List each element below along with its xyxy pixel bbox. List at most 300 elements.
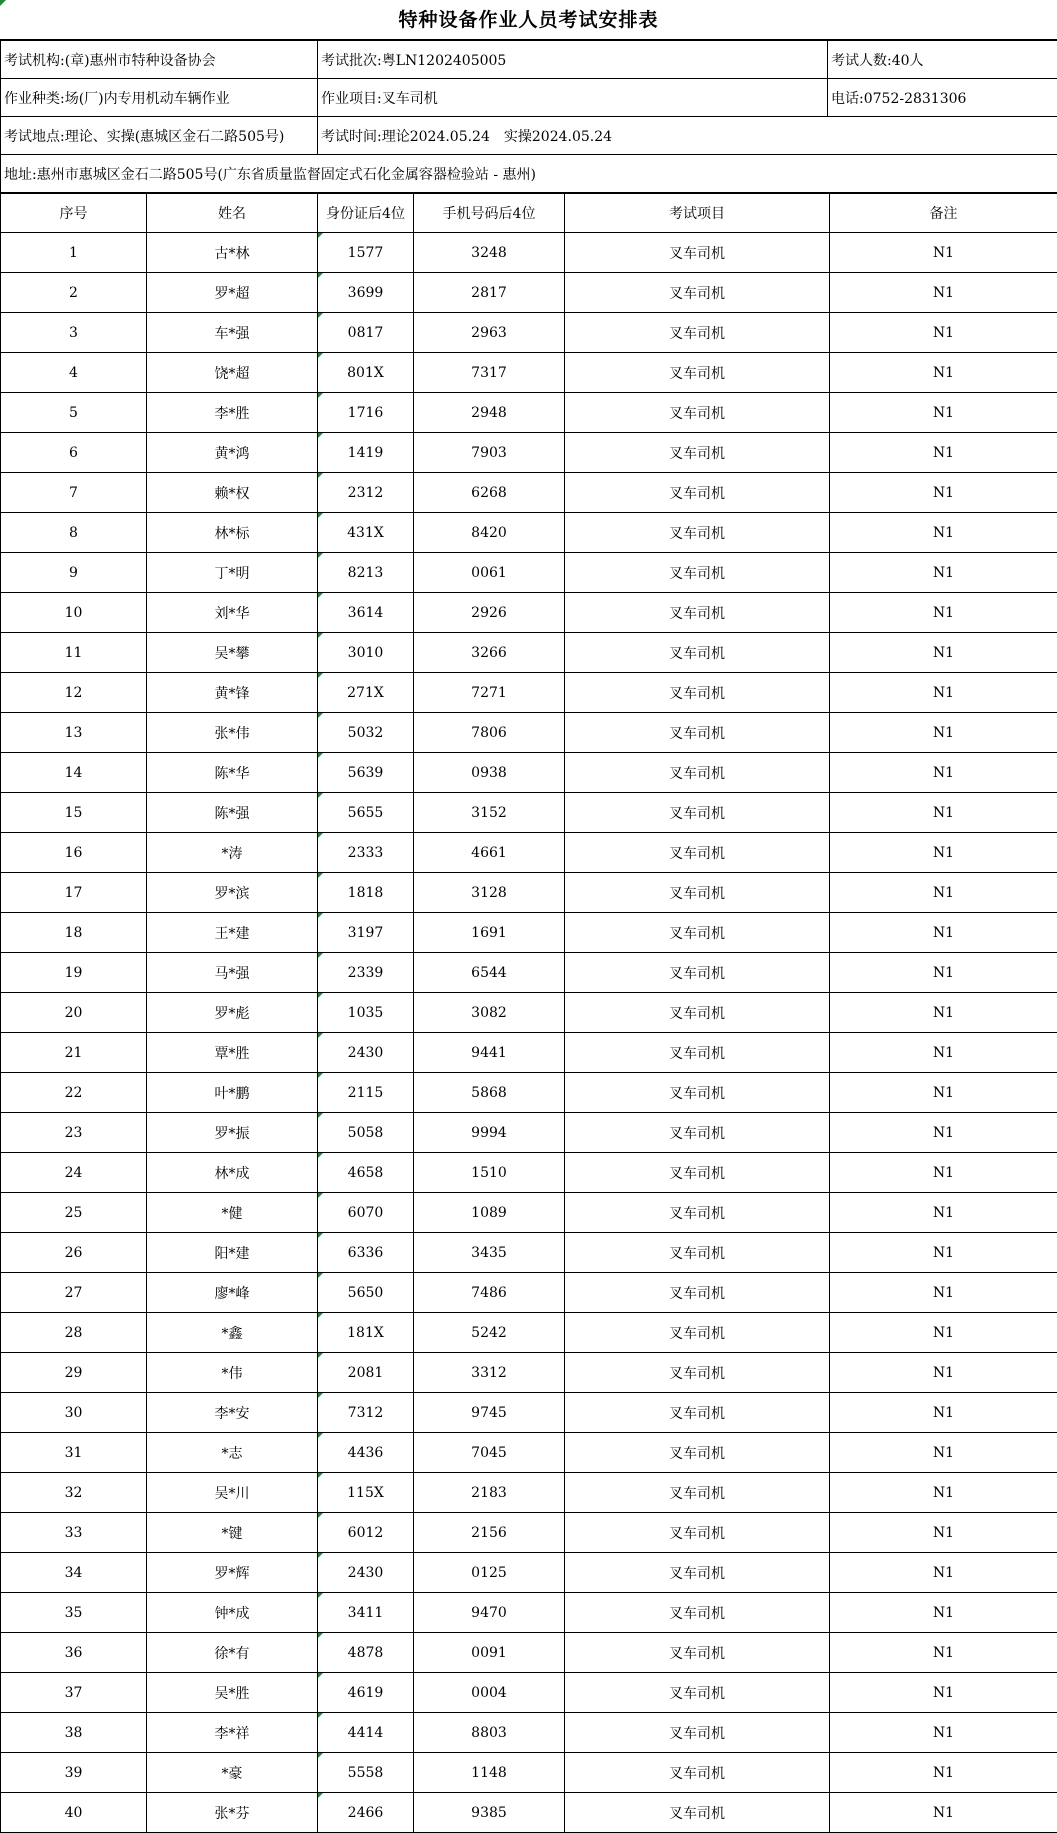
table-row [1,1553,1057,1593]
exam-item: 叉车司机 [565,873,830,913]
row-index: 17 [1,873,147,913]
row-index: 10 [1,593,147,633]
exam-item: 叉车司机 [565,1313,830,1353]
exam-item: 叉车司机 [565,1673,830,1713]
table-row [1,473,1057,513]
candidate-name: 赖*权 [147,473,318,513]
id-last4: 8213 [318,553,414,593]
remark: N1 [830,1113,1057,1153]
remark: N1 [830,913,1057,953]
table-row [1,1713,1057,1753]
phone-last4: 7271 [414,673,565,713]
phone-last4: 5868 [414,1073,565,1113]
remark: N1 [830,793,1057,833]
id-last4: 2312 [318,473,414,513]
exam-item: 叉车司机 [565,833,830,873]
id-last4: 7312 [318,1393,414,1433]
row-index: 19 [1,953,147,993]
exam-item: 叉车司机 [565,1033,830,1073]
candidate-name: 吴*胜 [147,1673,318,1713]
remark: N1 [830,1273,1057,1313]
candidate-name: 罗*滨 [147,873,318,913]
exam-time: 考试时间:理论2024.05.24 实操2024.05.24 [318,117,1057,155]
candidate-name: 叶*鹏 [147,1073,318,1113]
exam-item: 叉车司机 [565,1553,830,1593]
exam-item: 叉车司机 [565,1113,830,1153]
candidate-name: 陈*华 [147,753,318,793]
row-index: 12 [1,673,147,713]
id-last4: 1035 [318,993,414,1033]
column-header-exam-item: 考试项目 [565,194,830,233]
table-row [1,1433,1057,1473]
remark: N1 [830,953,1057,993]
id-last4: 3614 [318,593,414,633]
exam-address: 地址:惠州市惠城区金石二路505号(广东省质量监督固定式石化金属容器检验站 - 惠州) [1,155,1057,193]
table-row [1,633,1057,673]
row-index: 15 [1,793,147,833]
table-row [1,1313,1057,1353]
exam-item: 叉车司机 [565,1793,830,1833]
phone-last4: 9745 [414,1393,565,1433]
id-last4: 271X [318,673,414,713]
phone-last4: 7806 [414,713,565,753]
exam-item: 叉车司机 [565,1393,830,1433]
remark: N1 [830,1673,1057,1713]
id-last4: 3699 [318,273,414,313]
phone-last4: 8420 [414,513,565,553]
id-last4: 5655 [318,793,414,833]
candidate-name: 林*标 [147,513,318,553]
row-index: 33 [1,1513,147,1553]
id-last4: 5558 [318,1753,414,1793]
row-index: 20 [1,993,147,1033]
table-row [1,1113,1057,1153]
remark: N1 [830,1313,1057,1353]
row-index: 39 [1,1753,147,1793]
phone-last4: 1510 [414,1153,565,1193]
remark: N1 [830,1393,1057,1433]
info-row [1,79,1057,117]
exam-item: 叉车司机 [565,953,830,993]
info-row [1,117,1057,155]
exam-item: 叉车司机 [565,513,830,553]
exam-item: 叉车司机 [565,313,830,353]
table-row [1,953,1057,993]
remark: N1 [830,1593,1057,1633]
candidate-name: *鑫 [147,1313,318,1353]
id-last4: 4619 [318,1673,414,1713]
table-row [1,1353,1057,1393]
id-last4: 115X [318,1473,414,1513]
column-header-name: 姓名 [147,194,318,233]
candidate-name: 徐*有 [147,1633,318,1673]
row-index: 1 [1,233,147,273]
table-row [1,1473,1057,1513]
remark: N1 [830,473,1057,513]
phone-last4: 0061 [414,553,565,593]
remark: N1 [830,273,1057,313]
remark: N1 [830,513,1057,553]
id-last4: 2115 [318,1073,414,1113]
remark: N1 [830,1753,1057,1793]
id-last4: 4878 [318,1633,414,1673]
id-last4: 5650 [318,1273,414,1313]
id-last4: 1577 [318,233,414,273]
table-row [1,233,1057,273]
phone-last4: 2963 [414,313,565,353]
row-index: 8 [1,513,147,553]
remark: N1 [830,753,1057,793]
remark: N1 [830,1553,1057,1593]
phone-last4: 3435 [414,1233,565,1273]
table-row [1,393,1057,433]
table-header-row [1,194,1057,233]
id-last4: 6070 [318,1193,414,1233]
phone-last4: 3128 [414,873,565,913]
remark: N1 [830,233,1057,273]
exam-item: 叉车司机 [565,1153,830,1193]
table-row [1,433,1057,473]
work-item: 作业项目:叉车司机 [318,79,828,117]
column-header-phone-last4: 手机号码后4位 [414,194,565,233]
row-index: 2 [1,273,147,313]
row-index: 27 [1,1273,147,1313]
row-index: 7 [1,473,147,513]
candidate-name: 饶*超 [147,353,318,393]
id-last4: 2339 [318,953,414,993]
row-index: 38 [1,1713,147,1753]
candidate-name: 吴*川 [147,1473,318,1513]
exam-item: 叉车司机 [565,1593,830,1633]
remark: N1 [830,1473,1057,1513]
row-index: 3 [1,313,147,353]
id-last4: 5058 [318,1113,414,1153]
exam-org: 考试机构:(章)惠州市特种设备协会 [1,41,318,79]
remark: N1 [830,873,1057,913]
table-row [1,1393,1057,1433]
id-last4: 2081 [318,1353,414,1393]
candidate-name: 张*伟 [147,713,318,753]
candidate-name: 张*芬 [147,1793,318,1833]
row-index: 35 [1,1593,147,1633]
row-index: 28 [1,1313,147,1353]
candidate-name: 马*强 [147,953,318,993]
phone-last4: 6268 [414,473,565,513]
row-index: 4 [1,353,147,393]
exam-item: 叉车司机 [565,593,830,633]
table-row [1,513,1057,553]
table-row [1,273,1057,313]
phone-last4: 0938 [414,753,565,793]
candidate-name: 吴*攀 [147,633,318,673]
table-row [1,1273,1057,1313]
row-index: 32 [1,1473,147,1513]
phone-last4: 5242 [414,1313,565,1353]
phone-last4: 8803 [414,1713,565,1753]
remark: N1 [830,833,1057,873]
remark: N1 [830,1033,1057,1073]
phone-last4: 3312 [414,1353,565,1393]
candidate-name: 王*建 [147,913,318,953]
exam-item: 叉车司机 [565,473,830,513]
table-row [1,673,1057,713]
id-last4: 3197 [318,913,414,953]
row-index: 31 [1,1433,147,1473]
id-last4: 0817 [318,313,414,353]
remark: N1 [830,313,1057,353]
remark: N1 [830,993,1057,1033]
id-last4: 2430 [318,1033,414,1073]
candidate-name: 车*强 [147,313,318,353]
table-row [1,1233,1057,1273]
page-title: 特种设备作业人员考试安排表 [0,0,1057,40]
id-last4: 2466 [318,1793,414,1833]
exam-item: 叉车司机 [565,553,830,593]
row-index: 24 [1,1153,147,1193]
table-row [1,833,1057,873]
id-last4: 4436 [318,1433,414,1473]
phone-last4: 7045 [414,1433,565,1473]
id-last4: 431X [318,513,414,553]
table-row [1,713,1057,753]
phone-last4: 3152 [414,793,565,833]
phone-last4: 1148 [414,1753,565,1793]
candidate-name: 罗*彪 [147,993,318,1033]
exam-item: 叉车司机 [565,1713,830,1753]
table-row [1,593,1057,633]
candidate-name: 黄*鸿 [147,433,318,473]
row-index: 11 [1,633,147,673]
remark: N1 [830,1153,1057,1193]
row-index: 37 [1,1673,147,1713]
candidate-name: 罗*振 [147,1113,318,1153]
phone-last4: 9385 [414,1793,565,1833]
remark: N1 [830,393,1057,433]
candidate-name: *志 [147,1433,318,1473]
table-row [1,793,1057,833]
exam-item: 叉车司机 [565,1233,830,1273]
candidate-name: 黄*锋 [147,673,318,713]
table-row [1,1513,1057,1553]
remark: N1 [830,713,1057,753]
candidate-name: 林*成 [147,1153,318,1193]
phone-last4: 0125 [414,1553,565,1593]
id-last4: 801X [318,353,414,393]
phone-last4: 4661 [414,833,565,873]
exam-item: 叉车司机 [565,913,830,953]
candidate-name: *涛 [147,833,318,873]
row-index: 13 [1,713,147,753]
candidate-name: 刘*华 [147,593,318,633]
id-last4: 6012 [318,1513,414,1553]
table-row [1,353,1057,393]
exam-item: 叉车司机 [565,753,830,793]
remark: N1 [830,1353,1057,1393]
row-index: 25 [1,1193,147,1233]
exam-item: 叉车司机 [565,673,830,713]
candidate-name: 李*安 [147,1393,318,1433]
info-row [1,155,1057,193]
row-index: 34 [1,1553,147,1593]
exam-item: 叉车司机 [565,1353,830,1393]
exam-item: 叉车司机 [565,793,830,833]
exam-item: 叉车司机 [565,273,830,313]
exam-batch: 考试批次:粤LN1202405005 [318,41,828,79]
table-row [1,313,1057,353]
exam-item: 叉车司机 [565,393,830,433]
candidate-name: *健 [147,1193,318,1233]
row-index: 5 [1,393,147,433]
phone-last4: 2948 [414,393,565,433]
table-row [1,1593,1057,1633]
exam-count: 考试人数:40人 [828,41,1057,79]
exam-item: 叉车司机 [565,633,830,673]
phone-last4: 3082 [414,993,565,1033]
table-row [1,1753,1057,1793]
phone-last4: 7486 [414,1273,565,1313]
table-row [1,993,1057,1033]
id-last4: 3411 [318,1593,414,1633]
row-index: 21 [1,1033,147,1073]
candidate-rows [1,233,1057,1833]
exam-item: 叉车司机 [565,1193,830,1233]
id-last4: 2430 [318,1553,414,1593]
exam-item: 叉车司机 [565,233,830,273]
phone-last4: 2817 [414,273,565,313]
candidate-name: 阳*建 [147,1233,318,1273]
table-row [1,1073,1057,1113]
exam-item: 叉车司机 [565,1753,830,1793]
id-last4: 181X [318,1313,414,1353]
exam-item: 叉车司机 [565,993,830,1033]
candidate-name: *伟 [147,1353,318,1393]
work-category: 作业种类:场(厂)内专用机动车辆作业 [1,79,318,117]
table-row [1,753,1057,793]
phone-last4: 3266 [414,633,565,673]
exam-item: 叉车司机 [565,713,830,753]
row-index: 22 [1,1073,147,1113]
phone-last4: 2156 [414,1513,565,1553]
table-row [1,1153,1057,1193]
remark: N1 [830,553,1057,593]
candidate-name: 廖*峰 [147,1273,318,1313]
id-last4: 2333 [318,833,414,873]
candidate-name: 陈*强 [147,793,318,833]
exam-item: 叉车司机 [565,1633,830,1673]
phone-last4: 1089 [414,1193,565,1233]
candidate-name: *豪 [147,1753,318,1793]
id-last4: 4414 [318,1713,414,1753]
phone-last4: 3248 [414,233,565,273]
id-last4: 4658 [318,1153,414,1193]
remark: N1 [830,433,1057,473]
candidate-name: 丁*明 [147,553,318,593]
phone-last4: 9441 [414,1033,565,1073]
row-index: 6 [1,433,147,473]
id-last4: 1716 [318,393,414,433]
row-index: 23 [1,1113,147,1153]
remark: N1 [830,1433,1057,1473]
phone-last4: 0091 [414,1633,565,1673]
phone-last4: 6544 [414,953,565,993]
row-index: 16 [1,833,147,873]
exam-item: 叉车司机 [565,1073,830,1113]
remark: N1 [830,633,1057,673]
remark: N1 [830,1793,1057,1833]
exam-item: 叉车司机 [565,1433,830,1473]
id-last4: 1419 [318,433,414,473]
remark: N1 [830,1513,1057,1553]
remark: N1 [830,1233,1057,1273]
remark: N1 [830,1073,1057,1113]
exam-item: 叉车司机 [565,433,830,473]
info-row [1,41,1057,79]
id-last4: 1818 [318,873,414,913]
remark: N1 [830,593,1057,633]
remark: N1 [830,1633,1057,1673]
id-last4: 3010 [318,633,414,673]
row-index: 18 [1,913,147,953]
table-row [1,1193,1057,1233]
candidate-name: 罗*辉 [147,1553,318,1593]
exam-location: 考试地点:理论、实操(惠城区金石二路505号) [1,117,318,155]
table-row [1,1673,1057,1713]
contact-phone: 电话:0752-2831306 [828,79,1057,117]
remark: N1 [830,353,1057,393]
table-row [1,1633,1057,1673]
row-index: 26 [1,1233,147,1273]
table-row [1,1033,1057,1073]
column-header-remark: 备注 [830,194,1057,233]
remark: N1 [830,673,1057,713]
candidate-name: 李*胜 [147,393,318,433]
row-index: 14 [1,753,147,793]
row-index: 30 [1,1393,147,1433]
exam-item: 叉车司机 [565,1273,830,1313]
remark: N1 [830,1193,1057,1233]
phone-last4: 9994 [414,1113,565,1153]
candidate-name: 古*林 [147,233,318,273]
info-table [0,40,1057,193]
candidate-name: 钟*成 [147,1593,318,1633]
row-index: 29 [1,1353,147,1393]
table-row [1,873,1057,913]
exam-item: 叉车司机 [565,1473,830,1513]
row-index: 36 [1,1633,147,1673]
candidate-name: 覃*胜 [147,1033,318,1073]
row-index: 40 [1,1793,147,1833]
column-header-index: 序号 [1,194,147,233]
column-header-id-last4: 身份证后4位 [318,194,414,233]
candidate-table [0,193,1057,1833]
phone-last4: 2183 [414,1473,565,1513]
cell-corner-marker [0,0,6,6]
remark: N1 [830,1713,1057,1753]
candidate-name: *键 [147,1513,318,1553]
exam-item: 叉车司机 [565,353,830,393]
row-index: 9 [1,553,147,593]
phone-last4: 7903 [414,433,565,473]
id-last4: 5639 [318,753,414,793]
phone-last4: 9470 [414,1593,565,1633]
table-row [1,913,1057,953]
phone-last4: 7317 [414,353,565,393]
phone-last4: 2926 [414,593,565,633]
candidate-name: 李*祥 [147,1713,318,1753]
phone-last4: 0004 [414,1673,565,1713]
id-last4: 6336 [318,1233,414,1273]
id-last4: 5032 [318,713,414,753]
